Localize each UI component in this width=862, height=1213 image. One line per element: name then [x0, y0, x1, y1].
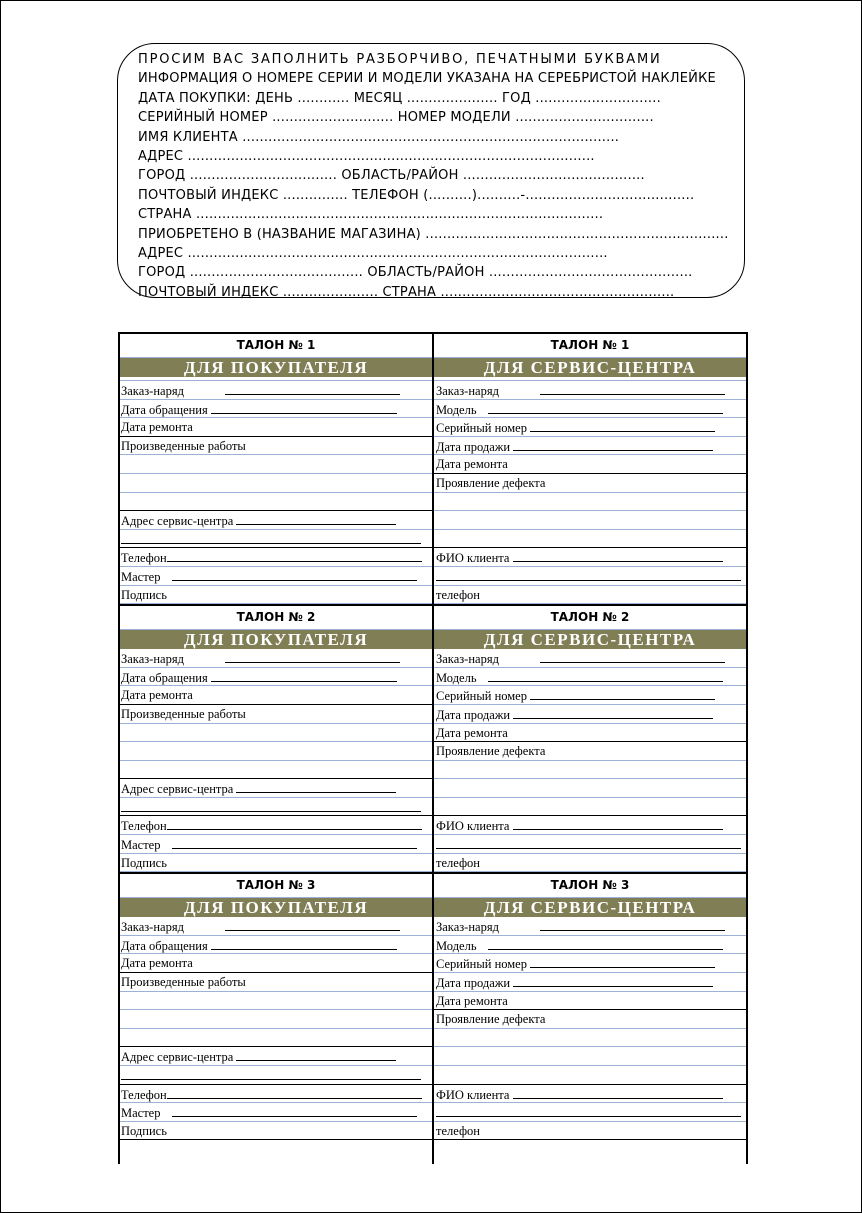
model-label: Модель [436, 402, 477, 417]
works-label: Произведенные работы [121, 975, 246, 990]
service-coupon-1 [433, 332, 747, 604]
repair-date-field[interactable] [118, 418, 434, 437]
coupon-title: ТАЛОН № 1 [433, 332, 747, 358]
service-address-field[interactable] [118, 511, 434, 530]
model-label: Модель [436, 938, 477, 953]
works-label: Произведенные работы [121, 438, 246, 453]
phone-underline [167, 817, 422, 830]
service-coupon-2 [433, 604, 747, 872]
phone-label: Телефон [121, 819, 167, 834]
coupon-title: ТАЛОН № 3 [118, 872, 434, 898]
master-underline [172, 1104, 417, 1117]
defect-field[interactable] [433, 474, 747, 493]
defect-line[interactable] [433, 530, 747, 549]
city-region-line[interactable]: ГОРОД .................................. ОБЛАСТЬ/РАЙОН .......................................... [138, 168, 645, 184]
postcode-phone-line[interactable]: ПОЧТОВЫЙ ИНДЕКС ............... ТЕЛЕФОН (..........)..........-....................................... [138, 187, 695, 203]
client-name-underline [513, 817, 723, 830]
defect-field[interactable] [433, 1010, 747, 1029]
service-coupon-3 [433, 872, 747, 1140]
client-name-underline [436, 1104, 741, 1117]
request-date-underline [211, 937, 397, 950]
service-band: ДЛЯ СЕРВИС-ЦЕНТРА [433, 630, 747, 649]
serial-label: Серийный номер [436, 689, 527, 704]
defect-label: Проявление дефекта [436, 1012, 546, 1027]
order-underline [225, 918, 400, 931]
coupon-title: ТАЛОН № 2 [433, 604, 747, 630]
signature-field[interactable] [118, 854, 434, 873]
phone-field[interactable] [118, 548, 434, 567]
master-underline [172, 836, 417, 849]
serial-label: Серийный номер [436, 421, 527, 436]
order-underline [225, 650, 400, 663]
buyer-coupons-column [118, 332, 434, 1140]
model-field[interactable] [433, 668, 747, 687]
service-address-line[interactable] [118, 530, 434, 549]
service-band: ДЛЯ СЕРВИС-ЦЕНТРА [433, 898, 747, 917]
client-name-field[interactable] [433, 1085, 747, 1104]
table-center-divider [432, 332, 434, 1164]
master-underline [172, 568, 417, 581]
signature-field[interactable] [118, 586, 434, 605]
request-date-field[interactable] [118, 668, 434, 687]
order-label: Заказ-наряд [436, 920, 499, 935]
request-date-underline [211, 669, 397, 682]
table-right-border [746, 332, 748, 1164]
sale-date-field[interactable] [433, 705, 747, 724]
defect-line[interactable] [433, 493, 747, 512]
order-label: Заказ-наряд [121, 920, 184, 935]
works-line[interactable] [118, 455, 434, 474]
serial-field[interactable] [433, 418, 747, 437]
order-label: Заказ-наряд [121, 652, 184, 667]
serial-underline [530, 419, 715, 432]
works-line[interactable] [118, 1029, 434, 1048]
shop-address-line[interactable]: АДРЕС ................................................................................................. [138, 245, 608, 261]
service-address-field[interactable] [118, 779, 434, 798]
serial-field[interactable] [433, 954, 747, 973]
signature-label: Подпись [121, 587, 167, 602]
defect-line[interactable] [433, 761, 747, 780]
serial-underline [530, 955, 715, 968]
order-label: Заказ-наряд [121, 384, 184, 398]
client-name-label: ФИО клиента [436, 819, 510, 834]
model-underline [488, 401, 723, 414]
order-field[interactable] [118, 381, 434, 400]
serial-label: Серийный номер [436, 957, 527, 972]
request-date-field[interactable] [118, 936, 434, 955]
client-name-underline [513, 549, 723, 562]
master-field[interactable] [118, 835, 434, 854]
defect-line[interactable] [433, 511, 747, 530]
client-name-underline [436, 836, 741, 849]
order-label: Заказ-наряд [436, 384, 499, 398]
repair-date-label: Дата ремонта [436, 725, 508, 740]
order-underline [225, 382, 400, 395]
table-left-border [118, 332, 120, 1164]
client-name-label: ФИО клиента [436, 1087, 510, 1102]
buyer-coupon-2 [118, 604, 434, 872]
service-address-underline [121, 1067, 421, 1080]
customer-info-box [117, 43, 745, 298]
master-label: Мастер [121, 1106, 161, 1121]
works-line[interactable] [118, 742, 434, 761]
phone-field[interactable] [433, 1122, 747, 1141]
order-underline [540, 650, 725, 663]
repair-date-field[interactable] [118, 686, 434, 705]
phone-field[interactable] [118, 816, 434, 835]
defect-line[interactable] [433, 798, 747, 817]
master-label: Мастер [121, 569, 161, 584]
request-date-label: Дата обращения [121, 670, 208, 685]
service-address-underline [121, 799, 421, 812]
defect-line[interactable] [433, 1047, 747, 1066]
phone-underline [167, 1086, 422, 1099]
request-date-underline [211, 401, 397, 414]
works-line[interactable] [118, 1010, 434, 1029]
service-address-line[interactable] [118, 798, 434, 817]
sale-date-label: Дата продажи [436, 976, 511, 991]
info-line: ПРОСИМ ВАС ЗАПОЛНИТЬ РАЗБОРЧИВО, ПЕЧАТНЫМИ БУКВАМИ [138, 52, 662, 67]
service-address-field[interactable] [118, 1047, 434, 1066]
sale-date-underline [513, 706, 713, 719]
defect-line[interactable] [433, 1066, 747, 1085]
client-name-field[interactable] [433, 816, 747, 835]
sale-date-underline [513, 438, 713, 451]
service-address-line[interactable] [118, 1066, 434, 1085]
signature-label: Подпись [121, 1123, 167, 1138]
phone-field[interactable] [433, 586, 747, 605]
shop-postcode-country-line[interactable]: ПОЧТОВЫЙ ИНДЕКС ...................... СТРАНА ...................................................... [138, 284, 675, 300]
repair-date-label: Дата ремонта [121, 420, 193, 435]
buyer-band: ДЛЯ ПОКУПАТЕЛЯ [118, 358, 434, 377]
signature-field[interactable] [118, 1122, 434, 1141]
order-field[interactable] [433, 649, 747, 668]
serial-underline [530, 687, 715, 700]
master-label: Мастер [121, 838, 161, 853]
client-name-underline [436, 568, 741, 581]
works-field[interactable] [118, 973, 434, 992]
buyer-band: ДЛЯ ПОКУПАТЕЛЯ [118, 630, 434, 649]
purchase-date-line[interactable]: ДАТА ПОКУПКИ: ДЕНЬ ............ МЕСЯЦ ..................... ГОД ............................. [138, 90, 661, 106]
order-field[interactable] [118, 649, 434, 668]
service-address-underline [236, 780, 396, 793]
works-line[interactable] [118, 493, 434, 512]
repair-date-label: Дата ремонта [436, 993, 508, 1008]
service-coupons-column [433, 332, 747, 1140]
client-name-line[interactable] [433, 567, 747, 586]
service-address-underline [236, 1048, 396, 1061]
address-line[interactable]: АДРЕС .............................................................................................. [138, 148, 595, 164]
phone-underline [167, 549, 422, 562]
country-line[interactable]: СТРАНА .............................................................................................. [138, 207, 604, 223]
sale-date-label: Дата продажи [436, 439, 511, 454]
serial-field[interactable] [433, 686, 747, 705]
client-name-line[interactable]: ИМЯ КЛИЕНТА ....................................................................................... [138, 129, 620, 145]
coupon-title: ТАЛОН № 3 [433, 872, 747, 898]
service-address-underline [236, 512, 396, 525]
client-name-line[interactable] [433, 1103, 747, 1122]
coupon-title: ТАЛОН № 1 [118, 332, 434, 358]
client-name-line[interactable] [433, 835, 747, 854]
shop-name-line[interactable]: ПРИОБРЕТЕНО В (НАЗВАНИЕ МАГАЗИНА) ...................................................................... [138, 226, 729, 242]
client-name-label: ФИО клиента [436, 551, 510, 566]
sale-date-underline [513, 974, 713, 987]
shop-city-region-line[interactable]: ГОРОД ........................................ ОБЛАСТЬ/РАЙОН ............................................... [138, 265, 693, 281]
repair-date-field[interactable] [433, 724, 747, 743]
request-date-label: Дата обращения [121, 402, 208, 417]
phone-label: телефон [436, 1123, 480, 1138]
defect-label: Проявление дефекта [436, 475, 546, 490]
buyer-coupon-3 [118, 872, 434, 1140]
service-address-underline [121, 531, 421, 544]
works-line[interactable] [118, 761, 434, 780]
request-date-field[interactable] [118, 400, 434, 419]
repair-date-field[interactable] [433, 455, 747, 474]
signature-label: Подпись [121, 855, 167, 870]
defect-line[interactable] [433, 1029, 747, 1048]
defect-line[interactable] [433, 779, 747, 798]
buyer-coupon-1 [118, 332, 434, 604]
service-address-label: Адрес сервис-центра [121, 1050, 234, 1065]
works-line[interactable] [118, 474, 434, 493]
order-field[interactable] [118, 917, 434, 936]
works-label: Произведенные работы [121, 706, 246, 721]
repair-date-label: Дата ремонта [436, 457, 508, 472]
buyer-band: ДЛЯ ПОКУПАТЕЛЯ [118, 898, 434, 917]
model-label: Модель [436, 670, 477, 685]
phone-label: Телефон [121, 551, 167, 566]
order-underline [540, 382, 725, 395]
serial-model-line[interactable]: СЕРИЙНЫЙ НОМЕР ............................ НОМЕР МОДЕЛИ ................................ [138, 110, 654, 126]
repair-date-label: Дата ремонта [121, 688, 193, 703]
service-address-label: Адрес сервис-центра [121, 782, 234, 797]
repair-date-label: Дата ремонта [121, 956, 193, 971]
client-name-underline [513, 1086, 723, 1099]
order-field[interactable] [433, 381, 747, 400]
phone-label: телефон [436, 855, 480, 870]
works-line[interactable] [118, 992, 434, 1011]
master-field[interactable] [118, 567, 434, 586]
master-field[interactable] [118, 1103, 434, 1122]
sale-date-label: Дата продажи [436, 707, 511, 722]
works-field[interactable] [118, 705, 434, 724]
defect-label: Проявление дефекта [436, 744, 546, 759]
sale-date-field[interactable] [433, 973, 747, 992]
model-underline [488, 937, 723, 950]
order-label: Заказ-наряд [436, 652, 499, 667]
works-line[interactable] [118, 724, 434, 743]
phone-field[interactable] [433, 854, 747, 873]
service-address-label: Адрес сервис-центра [121, 514, 234, 529]
model-underline [488, 669, 723, 682]
repair-date-field[interactable] [433, 992, 747, 1011]
model-field[interactable] [433, 400, 747, 419]
works-field[interactable] [118, 437, 434, 456]
repair-date-field[interactable] [118, 954, 434, 973]
request-date-label: Дата обращения [121, 938, 208, 953]
sale-date-field[interactable] [433, 437, 747, 456]
client-name-field[interactable] [433, 548, 747, 567]
phone-field[interactable] [118, 1085, 434, 1104]
service-band: ДЛЯ СЕРВИС-ЦЕНТРА [433, 358, 747, 377]
phone-label: телефон [436, 587, 480, 602]
defect-field[interactable] [433, 742, 747, 761]
model-field[interactable] [433, 936, 747, 955]
coupon-title: ТАЛОН № 2 [118, 604, 434, 630]
info-line: ИНФОРМАЦИЯ О НОМЕРЕ СЕРИИ И МОДЕЛИ УКАЗАНА НА СЕРЕБРИСТОЙ НАКЛЕЙКЕ [138, 71, 716, 87]
order-underline [540, 918, 725, 931]
phone-label: Телефон [121, 1087, 167, 1102]
order-field[interactable] [433, 917, 747, 936]
